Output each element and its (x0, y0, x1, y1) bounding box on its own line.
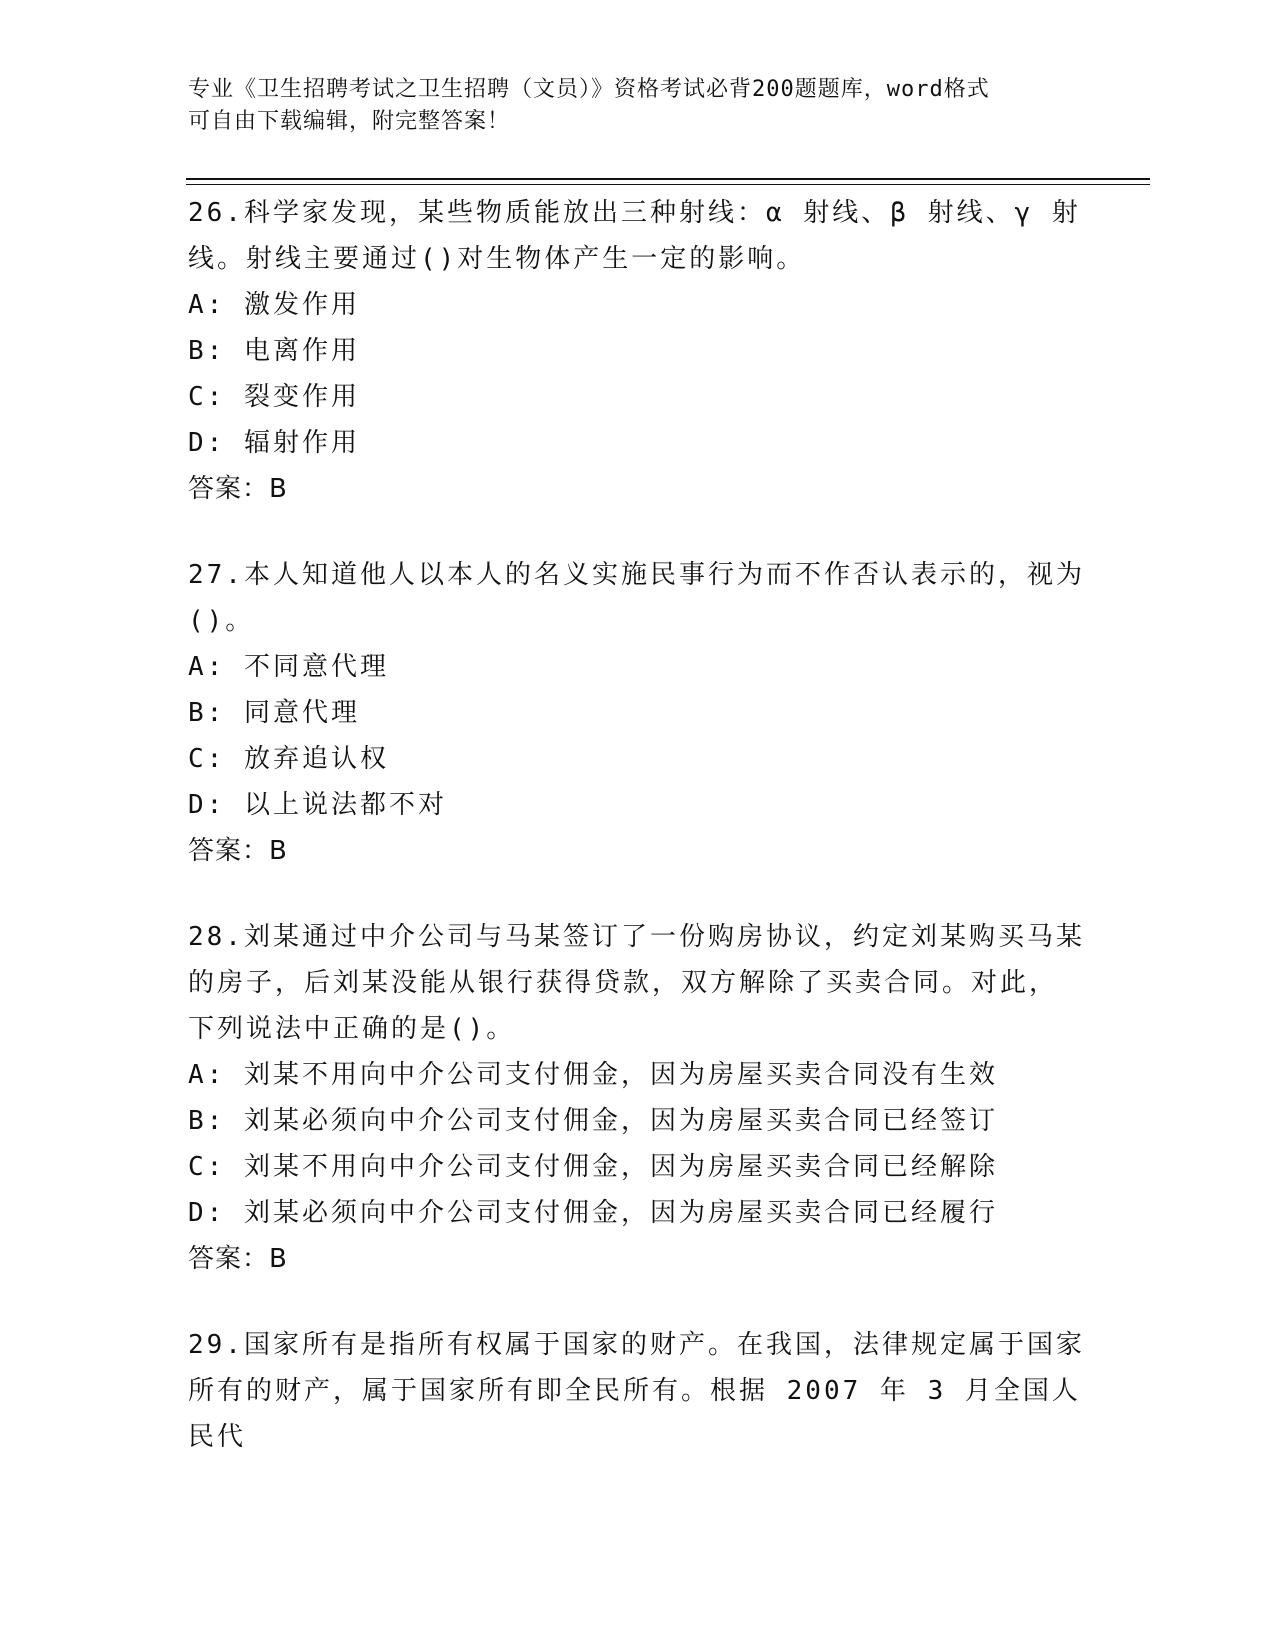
question-list (188, 190, 1088, 1500)
question-27 (188, 552, 1088, 874)
header-line-2: 可自由下载编辑，附完整答案！ (188, 109, 511, 134)
stem-line: ()。 (188, 606, 255, 636)
header-line-1: 专业《卫生招聘考试之卫生招聘（文员）》资格考试必背200题题库，word格式 (188, 77, 990, 102)
question-stem (188, 1322, 1088, 1460)
option-a: A: 激发作用 (188, 290, 360, 320)
option-d: D: 辐射作用 (188, 428, 360, 458)
option-b: B: 同意代理 (188, 698, 360, 728)
stem-line: 的房子，后刘某没能从银行获得贷款，双方解除了买卖合同。对此， (188, 968, 1059, 998)
stem-line: 27.本人知道他人以本人的名义实施民事行为而不作否认表示的，视为 (188, 560, 1085, 590)
option-c: C: 放弃追认权 (188, 744, 389, 774)
option-c: C: 刘某不用向中介公司支付佣金，因为房屋买卖合同已经解除 (188, 1152, 998, 1182)
stem-line: 线。射线主要通过()对生物体产生一定的影响。 (188, 244, 806, 274)
question-28 (188, 914, 1088, 1282)
stem-line: 所有的财产，属于国家所有即全民所有。根据 2007 年 3 月全国人民代 (188, 1376, 1081, 1452)
question-26 (188, 190, 1088, 512)
header-divider (186, 178, 1150, 180)
answer-line: 答案：B (188, 836, 288, 866)
option-b: B: 电离作用 (188, 336, 360, 366)
document-header (188, 74, 1068, 138)
option-a: A: 刘某不用向中介公司支付佣金，因为房屋买卖合同没有生效 (188, 1060, 998, 1090)
option-b: B: 刘某必须向中介公司支付佣金，因为房屋买卖合同已经签订 (188, 1106, 998, 1136)
option-c: C: 裂变作用 (188, 382, 360, 412)
stem-line: 下列说法中正确的是()。 (188, 1014, 516, 1044)
stem-line: 28.刘某通过中介公司与马某签订了一份购房协议，约定刘某购买马某 (188, 922, 1085, 952)
option-d: D: 刘某必须向中介公司支付佣金，因为房屋买卖合同已经履行 (188, 1198, 998, 1228)
stem-line: 29.国家所有是指所有权属于国家的财产。在我国，法律规定属于国家 (188, 1330, 1085, 1360)
question-stem (188, 190, 1088, 282)
header-divider-thin (186, 184, 1150, 185)
question-stem (188, 552, 1088, 644)
answer-line: 答案：B (188, 474, 288, 504)
option-a: A: 不同意代理 (188, 652, 389, 682)
question-29 (188, 1322, 1088, 1460)
stem-line: 26.科学家发现，某些物质能放出三种射线：α 射线、β 射线、γ 射 (188, 198, 1081, 228)
answer-line: 答案：B (188, 1244, 288, 1274)
question-stem (188, 914, 1088, 1052)
option-d: D: 以上说法都不对 (188, 790, 447, 820)
